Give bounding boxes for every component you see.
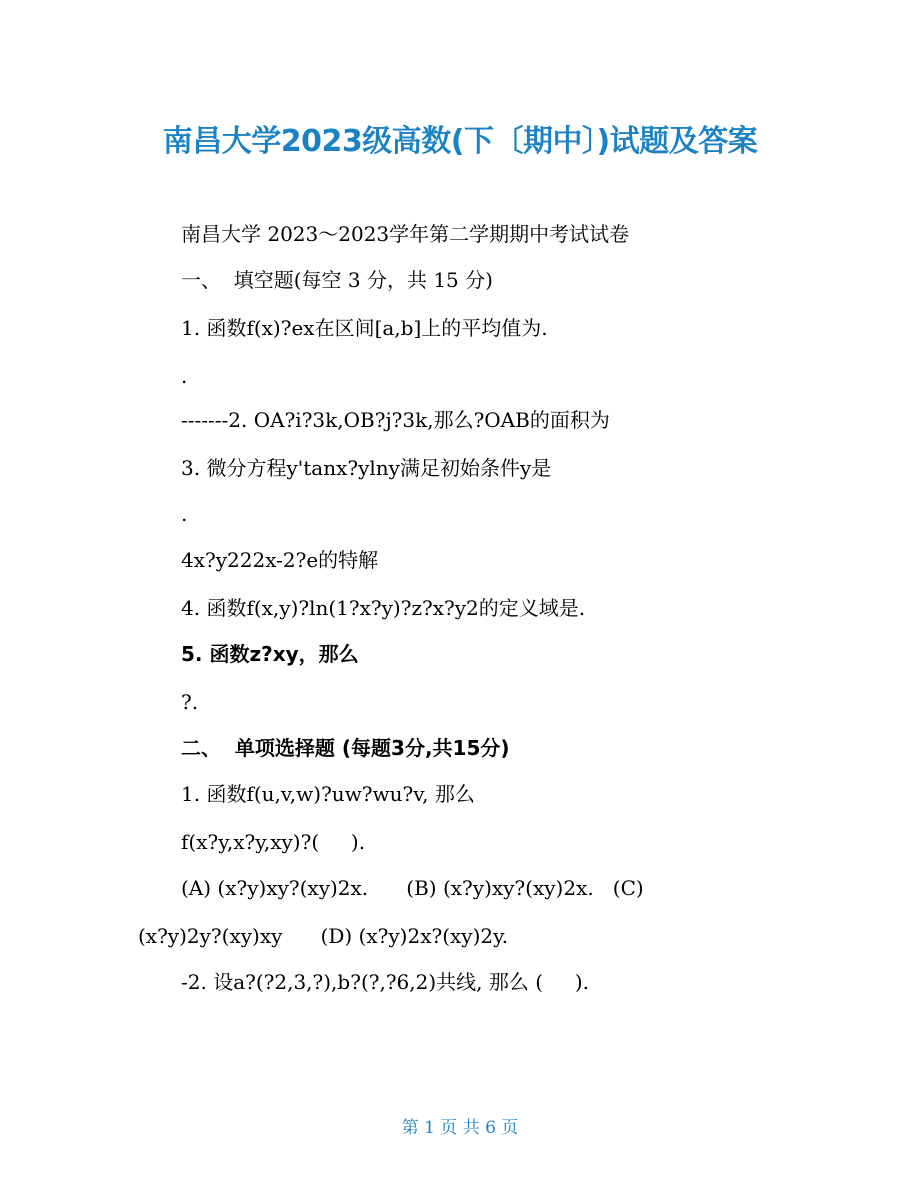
question-line: . — [181, 502, 188, 526]
page-number-footer: 第 1 页 共 6 页 — [401, 1118, 519, 1138]
choice-line: (x?y)2y?(xy)xy (D) (x?y)2x?(xy)2y. — [138, 924, 509, 948]
exam-header-line: 南昌大学 2023～2023学年第二学期期中考试试卷 — [181, 222, 630, 246]
question-line: ?. — [181, 690, 199, 714]
question-line: -------2. OA?i?3k,OB?j?3k,那么?OAB的面积为 — [181, 408, 610, 432]
question-line: f(x?y,x?y,xy)?( ). — [181, 830, 366, 854]
section-one-heading: 一、 填空题(每空 3 分，共 15 分) — [181, 268, 493, 292]
section-two-heading: 二、 单项选择题 (每题3分,共15分) — [181, 736, 510, 760]
choice-line: (A) (x?y)xy?(xy)2x. (B) (x?y)xy?(xy)2x. (C) — [181, 876, 644, 900]
page-title: 南昌大学2023级高数(下〔期中〕)试题及答案 — [162, 124, 758, 159]
question-line: 4x?y222x-2?e的特解 — [181, 548, 379, 572]
question-line: 3. 微分方程y'tanx?ylny满足初始条件y是 — [181, 456, 552, 480]
question-line: -2. 设a?(?2,3,?),b?(?,?6,2)共线, 那么 ( ). — [181, 970, 589, 994]
question-line: . — [181, 364, 188, 388]
question-line: 1. 函数f(x)?ex在区间[a,b]上的平均值为. — [181, 316, 548, 340]
question-line: 1. 函数f(u,v,w)?uw?wu?v, 那么 — [181, 782, 475, 806]
question-line: 4. 函数f(x,y)?ln(1?x?y)?z?x?y2的定义域是. — [181, 596, 586, 620]
question-line: 5. 函数z?xy，那么 — [181, 642, 359, 666]
